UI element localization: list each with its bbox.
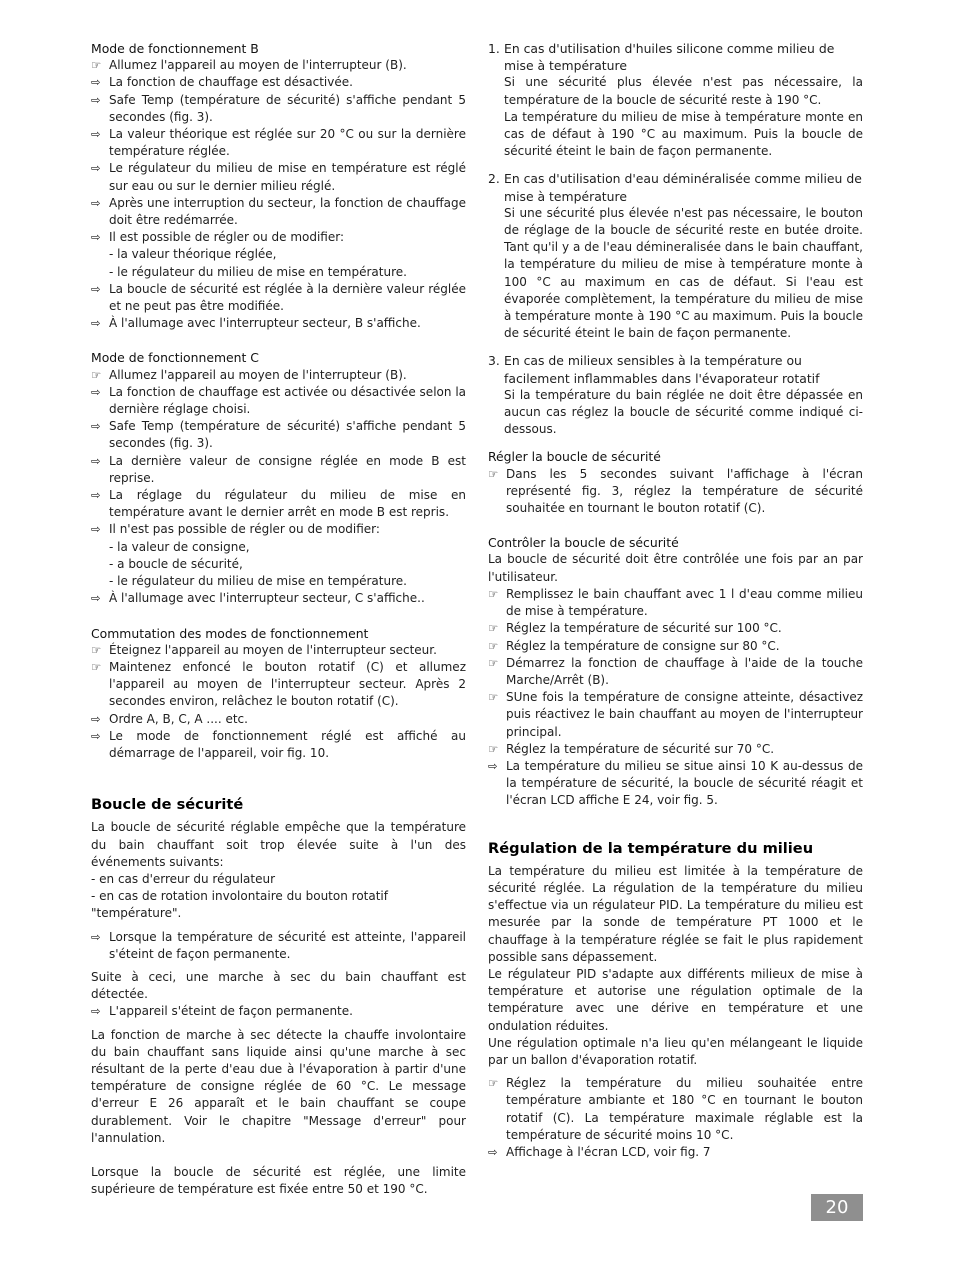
arrow-right-outline-icon: ⇨ (91, 161, 101, 176)
list-item: ⇨ La fonction de chauffage est activée ou désactivée selon la dernière réglage choisi. (91, 384, 466, 417)
regler-heading: Régler la boucle de sécurité (488, 449, 661, 465)
case-2-title: 2. En cas d'utilisation d'eau déminéralisée comme milieu de mise à température (488, 171, 862, 204)
list-item: ⇨ Safe Temp (température de sécurité) s'affiche pendant 5 secondes (fig. 3). (91, 92, 466, 124)
pointing-hand-icon: ☞ (91, 367, 102, 382)
list-item: ☞ Remplissez le bain chauffant avec 1 l d'eau comme milieu de mise à température. (488, 586, 863, 619)
pointing-hand-icon: ☞ (488, 586, 499, 601)
arrow-right-outline-icon: ⇨ (91, 75, 101, 90)
boucle-event: - en cas de rotation involontaire du bouton rotatif "température". (91, 889, 388, 921)
arrow-right-outline-icon: ⇨ (91, 522, 101, 537)
arrow-right-outline-icon: ⇨ (91, 453, 101, 468)
pointing-hand-icon: ☞ (91, 58, 102, 73)
pointing-hand-icon: ☞ (488, 741, 499, 756)
list-item: ⇨ La dernière valeur de consigne réglée en mode B est reprise. (91, 453, 466, 485)
arrow-right-outline-icon: ⇨ (91, 419, 101, 434)
case-1-title: 1. En cas d'utilisation d'huiles silicone comme milieu de mise à température (488, 41, 835, 74)
list-item: ⇨ La température du milieu se situe ainsi 10 K au-dessus de la température de sécurité, la boucle de sécurité réagit et l'écran LCD affiche E 24, voir fig. 5. (488, 758, 863, 808)
commutation-heading: Commutation des modes de fonctionnement (91, 625, 369, 641)
case-3-text: Si la température du bain réglée ne doit être dépassée en aucun cas réglez la boucle de sécurité comme indiqué ci-dessous. (504, 387, 863, 437)
regulation-paragraph: La température du milieu est limitée à la température de sécurité réglée. La régulation de la température du milieu s'effectue via un régulateur PID. La température du milieu est mesurée par la sonde de température PT 1000 et le chauffage à la température réglée se fait le plus rapidement possible sans dépassement. (488, 863, 863, 964)
arrow-right-outline-icon: ⇨ (488, 1144, 498, 1159)
pointing-hand-icon: ☞ (91, 659, 102, 674)
list-item: ☞ Allumez l'appareil au moyen de l'interrupteur (B). (91, 57, 466, 74)
list-item: ⇨ Le régulateur du milieu de mise en température est réglé sur eau ou sur le dernier milieu réglé. (91, 161, 466, 193)
list-item: ⇨ À l'allumage avec l'interrupteur secteur, C s'affiche.. (91, 590, 466, 607)
controler-heading: Contrôler la boucle de sécurité (488, 535, 679, 551)
arrow-right-outline-icon: ⇨ (91, 195, 101, 210)
pointing-hand-icon: ☞ (488, 638, 499, 653)
sub-item: - la valeur théorique réglée, (109, 247, 277, 262)
pointing-hand-icon: ☞ (488, 655, 499, 670)
arrow-right-outline-icon: ⇨ (488, 758, 498, 773)
list-item: ⇨ Il n'est pas possible de régler ou de modifier: (91, 521, 466, 538)
sub-item: - le régulateur du milieu de mise en température. (109, 574, 407, 589)
list-item: ☞ Réglez la température de sécurité sur 70 °C. (488, 741, 863, 758)
list-item: ☞ Maintenez enfoncé le bouton rotatif (C) et allumez l'appareil au moyen de l'interrupteur secteur. Après 2 secondes environ, relâchez le bouton rotatif (C). (91, 659, 466, 709)
arrow-right-outline-icon: ⇨ (91, 591, 101, 606)
case-1-text: Si une sécurité plus élevée n'est pas nécessaire, la température de la boucle de sécurité reste à 190 °C. (504, 75, 863, 107)
dry-paragraph: La fonction de marche à sec détecte la chauffe involontaire du bain chauffant sans liquide ainsi qu'une marche à sec résultant de la perte d'eau due à l'évaporation à partir d'une température de consigne réglée de 60 °C. Le message d'erreur E 26 apparaît et le bain chauffant se coupe durablement. Voir le chapitre "Message d'erreur" pour l'annulation. (91, 1027, 466, 1145)
regulation-paragraph: Une régulation optimale n'a lieu qu'en mélangeant le liquide par un ballon d'évaporation rotatif. (488, 1035, 863, 1067)
pointing-hand-icon: ☞ (488, 1076, 499, 1091)
boucle-event: - en cas d'erreur du régulateur (91, 871, 276, 886)
sub-item: - a boucle de sécurité, (109, 556, 243, 571)
arrow-right-outline-icon: ⇨ (91, 728, 101, 743)
list-item: ☞ Réglez la température du milieu souhaitée entre température ambiante et 180 °C en tournant le bouton rotatif (C). La température maximale réglable est la température de sécurité moins 10 °C. (488, 1076, 863, 1142)
pointing-hand-icon: ☞ (488, 621, 499, 636)
arrow-right-outline-icon: ⇨ (91, 127, 101, 142)
mode-c-heading: Mode de fonctionnement C (91, 350, 259, 366)
regulation-paragraph: Le régulateur PID s'adapte aux différents milieux de mise à température et autorise une régulation optimale de la température avec une dérive en température et une ondulation réduites. (488, 966, 863, 1033)
left-column (91, 40, 466, 1198)
arrow-right-outline-icon: ⇨ (91, 1004, 101, 1019)
boucle-intro: La boucle de sécurité réglable empêche que la température du bain chauffant soit trop élevée suite à l'un des événements suivants: (91, 820, 466, 869)
case-1-text: La température du milieu de mise à température monte en cas de défaut à 190 °C au maximum. Puis la boucle de sécurité éteint le bain de façon permanente. (504, 109, 863, 159)
list-item: ☞ Éteignez l'appareil au moyen de l'interrupteur secteur. (91, 642, 466, 659)
pointing-hand-icon: ☞ (488, 466, 499, 481)
arrow-right-outline-icon: ⇨ (91, 316, 101, 331)
boucle-title: Boucle de sécurité (91, 796, 244, 814)
mode-b-heading: Mode de fonctionnement B (91, 41, 259, 56)
list-item: ⇨ La fonction de chauffage est désactivée. (91, 74, 466, 91)
list-item: ☞ Dans les 5 secondes suivant l'affichage à l'écran représenté fig. 3, réglez la température de sécurité souhaitée en tournant le bouton rotatif (C). (488, 466, 863, 516)
dry-text: Suite à ceci, une marche à sec du bain chauffant est détectée. (91, 969, 466, 1002)
list-item: ☞ Réglez la température de sécurité sur 100 °C. (488, 620, 863, 637)
list-item: ⇨ Ordre A, B, C, A .... etc. (91, 711, 466, 728)
case-3-title: 3. En cas de milieux sensibles à la température ou facilement inflammables dans l'évaporateur rotatif (488, 353, 820, 386)
pointing-hand-icon: ☞ (91, 642, 102, 657)
list-item: ☞ Démarrez la fonction de chauffage à l'aide de la touche Marche/Arrêt (B). (488, 655, 863, 687)
list-item: ☞ SUne fois la température de consigne atteinte, désactivez puis réactivez le bain chauffant au moyen de l'interrupteur principal. (488, 690, 863, 739)
list-item: ⇨ À l'allumage avec l'interrupteur secteur, B s'affiche. (91, 315, 466, 332)
list-item: ⇨ Le mode de fonctionnement réglé est affiché au démarrage de l'appareil, voir fig. 10. (91, 728, 466, 760)
list-item: ⇨ L'appareil s'éteint de façon permanente. (91, 1003, 466, 1020)
list-item: ☞ Allumez l'appareil au moyen de l'interrupteur (B). (91, 367, 466, 384)
right-column (488, 40, 863, 1161)
controler-intro: La boucle de sécurité doit être contrôlée une fois par an par l'utilisateur. (488, 552, 863, 584)
list-item: ☞ Réglez la température de consigne sur 80 °C. (488, 638, 863, 655)
pointing-hand-icon: ☞ (488, 690, 499, 705)
arrow-right-outline-icon: ⇨ (91, 488, 101, 503)
arrow-right-outline-icon: ⇨ (91, 929, 101, 944)
sub-item: - le régulateur du milieu de mise en température. (109, 264, 407, 279)
list-item: ⇨ La valeur théorique est réglée sur 20 °C ou sur la dernière température réglée. (91, 127, 466, 159)
list-item: ⇨ Il est possible de régler ou de modifier: (91, 229, 466, 246)
arrow-right-outline-icon: ⇨ (91, 384, 101, 399)
list-item: ⇨ Après une interruption du secteur, la fonction de chauffage doit être redémarrée. (91, 195, 466, 228)
list-item: ⇨ La réglage du régulateur du milieu de mise en température avant le dernier arrêt en mode B est repris. (91, 488, 466, 520)
case-2-text: Si une sécurité plus élevée n'est pas nécessaire, le bouton de réglage de la boucle de sécurité reste en butée droite. Tant qu'il y a de l'eau démineralisée dans le bain chauffant, la température du milieu de mise à température monte à 100 °C au maximum en cas de défaut. Si l'eau est évaporée complètement, la température du milieu de mise à température monte à 190 °C au maximum. Puis la boucle de sécurité éteint le bain de façon permanente. (504, 205, 863, 341)
page-number: 20 (811, 1194, 863, 1221)
limit-paragraph: Lorsque la boucle de sécurité est réglée, une limite supérieure de température est fixée entre 50 et 190 °C. (91, 1164, 466, 1197)
regulation-title: Régulation de la température du milieu (488, 839, 814, 857)
sub-item: - la valeur de consigne, (109, 539, 250, 554)
arrow-right-outline-icon: ⇨ (91, 281, 101, 296)
list-item: ⇨ Lorsque la température de sécurité est atteinte, l'appareil s'éteint de façon permanente. (91, 929, 466, 961)
list-item: ⇨ Safe Temp (température de sécurité) s'affiche pendant 5 secondes (fig. 3). (91, 419, 466, 451)
arrow-right-outline-icon: ⇨ (91, 92, 101, 107)
arrow-right-outline-icon: ⇨ (91, 711, 101, 726)
list-item: ⇨ Affichage à l'écran LCD, voir fig. 7 (488, 1144, 863, 1161)
arrow-right-outline-icon: ⇨ (91, 230, 101, 245)
list-item: ⇨ La boucle de sécurité est réglée à la dernière valeur réglée et ne peut pas être modifiée. (91, 281, 466, 314)
